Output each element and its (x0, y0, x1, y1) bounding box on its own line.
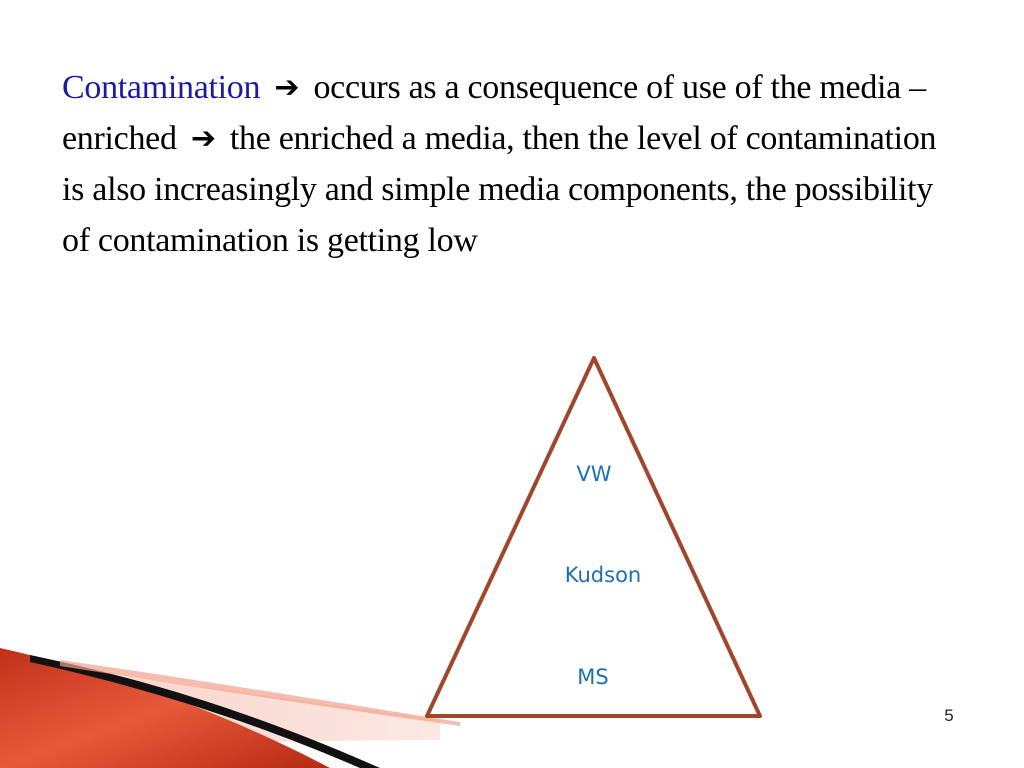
right-arrow-icon: ➔ (190, 121, 216, 156)
pyramid-triangle (427, 358, 760, 716)
page-number: 5 (944, 706, 954, 725)
triangle-label-top: VW (576, 462, 612, 486)
contamination-keyword: Contamination (62, 69, 261, 106)
triangle-label-bottom: MS (577, 665, 609, 689)
paragraph-segment-1: occurs as a consequence of use of the media –enriched (62, 69, 926, 157)
right-arrow-icon: ➔ (274, 70, 300, 105)
triangle-label-middle: Kudson (564, 563, 642, 587)
paragraph-segment-2: the enriched a media, then the level of contamination is also increasingly and simple media components, the possibility of contamination is getting low (62, 120, 937, 259)
